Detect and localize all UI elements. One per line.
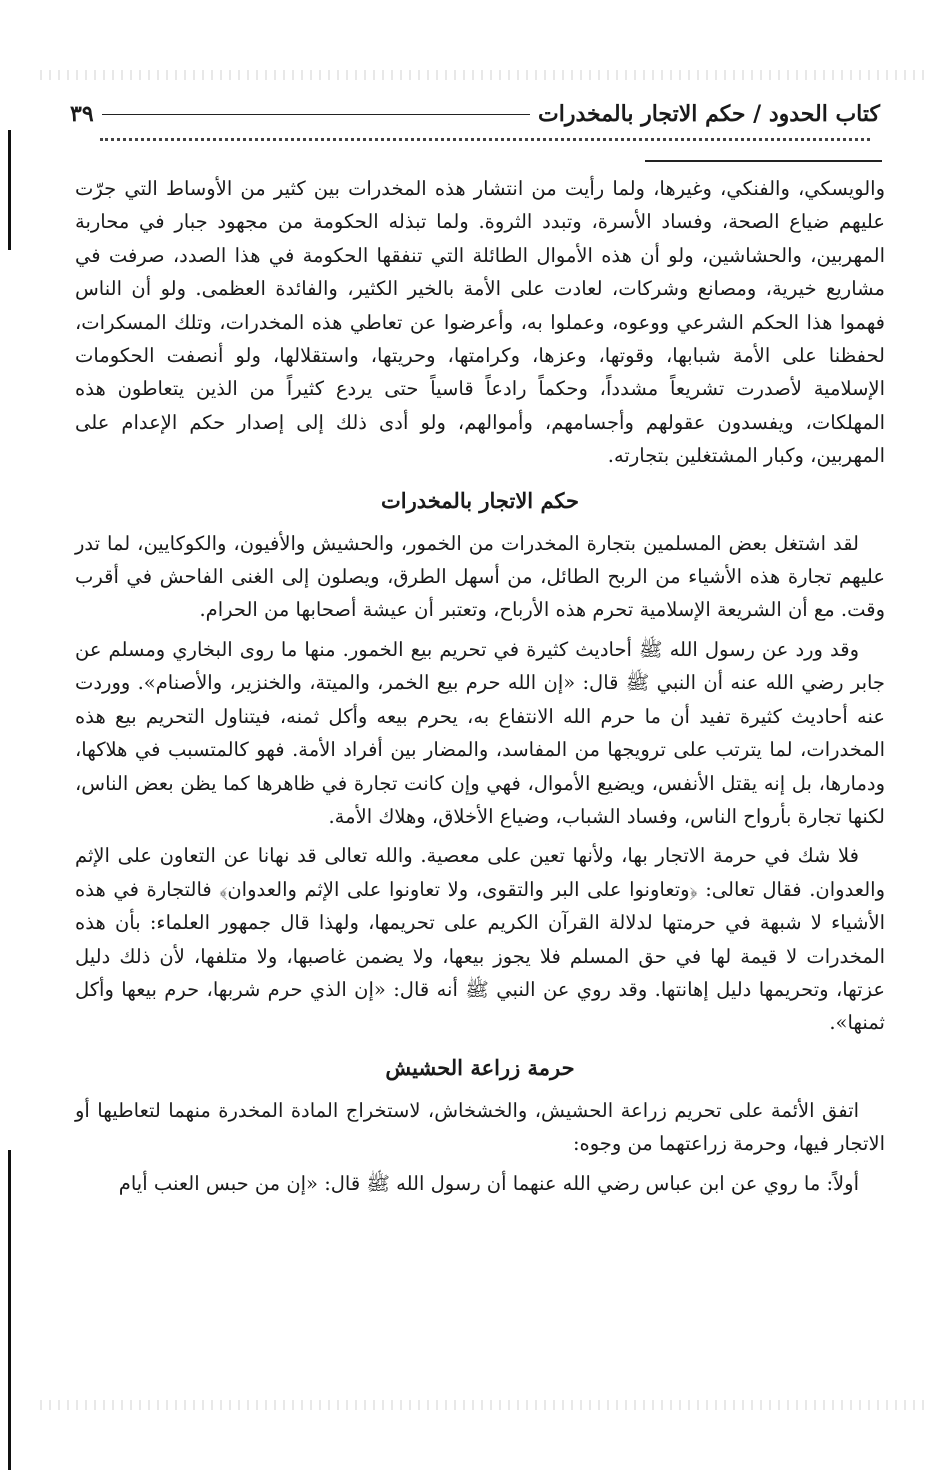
body-paragraph: اتفق الأئمة على تحريم زراعة الحشيش، والخشخاش، لاستخراج المادة المخدرة منهما لتعاطيها أو الاتجار فيها، وحرمة زراعتهما من وجوه: (75, 1098, 885, 1156)
section-heading: حرمة زراعة الحشيش (385, 1054, 575, 1080)
short-rule (645, 160, 882, 162)
page-body (75, 172, 885, 1200)
dotted-separator (100, 138, 870, 155)
scan-noise-top (40, 70, 930, 80)
section-heading: حكم الاتجار بالمخدرات (380, 487, 580, 513)
body-paragraph: فلا شك في حرمة الاتجار بها، ولأنها تعين على معصية. والله تعالى قد نهانا عن التعاون على الإثم والعدوان. فقال تعالى: ﴿وتعاونوا على البر والتقوى، ولا تعاونوا على الإثم والعدوان﴾ فالتجارة في هذه الأشياء لا شبهة في حرمتها لدلالة القرآن الكريم على تحريمها، ولهذا قال جمهور العلماء: بأن هذه المخدرات لا قيمة لها في حق المسلم فلا يجوز بيعها، ولا يضمن غاصبها، ولا متلفها، لأن ذلك دليل عزتها، وتحريمها دليل إهانتها. وقد روي عن النبي ﷺ أنه قال: «إن الذي حرم شربها، حرم بيعها وأكل ثمنها». (75, 844, 885, 1035)
body-paragraph: لقد اشتغل بعض المسلمين بتجارة المخدرات من الخمور، والحشيش والأفيون، والكوكايين، لما تدر عليهم تجارة هذه الأشياء من الربح الطائل، من أسهل الطرق، ويصلون إلى الغنى الفاحش في أقرب وقت. مع أن الشريعة الإسلامية تحرم هذه الأرباح، وتعتبر أن عيشة أصحابها من الحرام. (75, 531, 885, 622)
running-header (70, 94, 880, 134)
binding-edge-mark (8, 1150, 11, 1470)
body-paragraph: وقد ورد عن رسول الله ﷺ أحاديث كثيرة في تحريم بيع الخمور. منها ما روى البخاري ومسلم عن جابر رضي الله عنه أن النبي ﷺ قال: «إن الله حرم بيع الخمر، والميتة، والخنزير، والأصنام». ووردت عنه أحاديث كثيرة تفيد أن ما حرم الله الانتفاع به، يحرم بيعه وأكل ثمنه، فيتناول التحريم بيع هذه المخدرات، لما يترتب على ترويجها من المفاسد، والمضار بين أفراد الأمة. فهو كالمتسبب في هلاكها، ودمارها، بل إنه يقتل الأنفس، ويضيع الأموال، فهي وإن كانت تجارة في ظاهرها كما يظن بعض الناس، لكنها تجارة بأرواح الناس، وفساد الشباب، وضياع الأخلاق، وهلاك الأمة. (75, 637, 885, 828)
body-paragraph: أولاً: ما روي عن ابن عباس رضي الله عنهما أن رسول الله ﷺ قال: «إن من حبس العنب أيام (118, 1171, 859, 1195)
header-rule (102, 114, 530, 115)
page-number: ٣٩ (70, 101, 94, 127)
body-paragraph: والويسكي، والفنكي، وغيرها، ولما رأيت من انتشار هذه المخدرات بين كثير من الأوساط التي جرّت عليهم ضياع الصحة، وفساد الأسرة، وتبدد الثروة. ولما تبذله الحكومة من مجهود جبار في محاربة المهربين، والحشاشين، ولو أن هذه الأموال الطائلة التي تنفقها الحكومة في هذا الصدد، صرفت في مشاريع خيرية، ومصانع وشركات، لعادت على الأمة بالخير الكثير، والفائدة العظمى. ولو أن الناس فهموا هذا الحكم الشرعي ووعوه، وعملوا به، وأعرضوا عن تعاطي هذه المخدرات، وتلك المسكرات، لحفظنا على الأمة شبابها، وقوتها، وعزها، وكرامتها، وحريتها، واستقلالها، ولو أنصفت الحكومات الإسلامية لأصدرت تشريعاً مشدداً، وحكماً رادعاً قاسياً حتى يردع كثيراً من الذين يتعاطون هذه المهلكات، ويفسدون عقولهم وأجسامهم، وأموالهم، ولو أدى ذلك إلى إصدار حكم الإعدام على المهربين، وكبار المشتغلين بتجارته. (75, 177, 885, 468)
binding-edge-mark (8, 130, 11, 250)
scan-noise-bottom (40, 1400, 930, 1410)
running-title: كتاب الحدود / حكم الاتجار بالمخدرات (538, 101, 880, 127)
